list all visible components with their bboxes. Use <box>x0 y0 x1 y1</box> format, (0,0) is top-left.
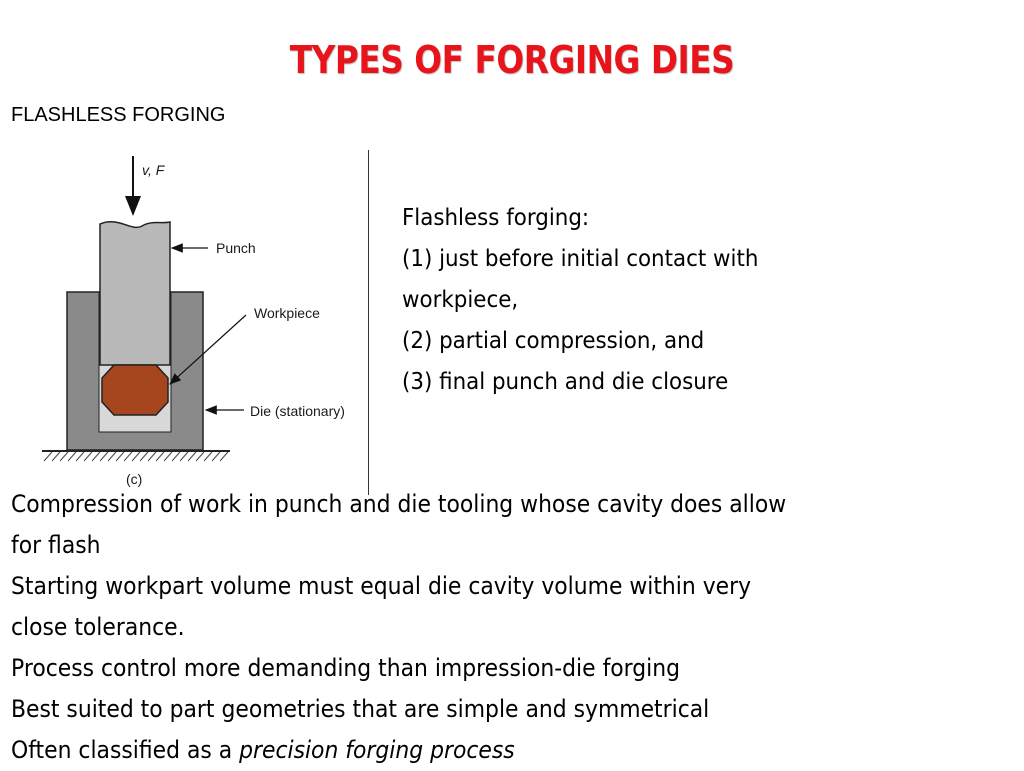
workpiece-label: Workpiece <box>254 305 320 321</box>
flashless-callout <box>402 198 923 403</box>
text-line <box>11 730 987 771</box>
workpiece-shape <box>102 365 168 415</box>
text-line: close tolerance. <box>11 613 185 641</box>
slide-title: TYPES OF FORGING DIES <box>289 38 735 82</box>
callout-line: Flashless forging: <box>402 205 590 231</box>
figure-caption: (c) <box>126 471 143 487</box>
slide-subtitle: FLASHLESS FORGING <box>11 104 226 126</box>
punch-label: Punch <box>216 240 256 256</box>
forging-diagram <box>30 150 370 495</box>
text-line: for flash <box>11 531 101 559</box>
callout-line: (2) partial compression, and <box>402 328 705 354</box>
figure-divider <box>368 150 369 495</box>
flashless-forging-figure <box>30 150 370 495</box>
description-text <box>11 484 987 771</box>
force-label: v, F <box>142 162 165 178</box>
callout-line: workpiece, <box>402 287 519 313</box>
text-line: Starting workpart volume must equal die cavity volume within very <box>11 572 752 600</box>
text-line: Best suited to part geometries that are simple and symmetrical <box>11 695 710 723</box>
ground-hatching <box>42 451 230 461</box>
die-label: Die (stationary) <box>250 403 345 419</box>
callout-line: (3) final punch and die closure <box>402 369 729 395</box>
callout-line: (1) just before initial contact with <box>402 246 759 272</box>
text-line: Process control more demanding than impression-die forging <box>11 654 681 682</box>
text-line: Compression of work in punch and die tooling whose cavity does allow <box>11 490 787 518</box>
punch-shape <box>100 222 170 365</box>
text-line-prefix: Often classified as a <box>11 736 240 764</box>
italic-term: precision forging process <box>239 736 515 764</box>
